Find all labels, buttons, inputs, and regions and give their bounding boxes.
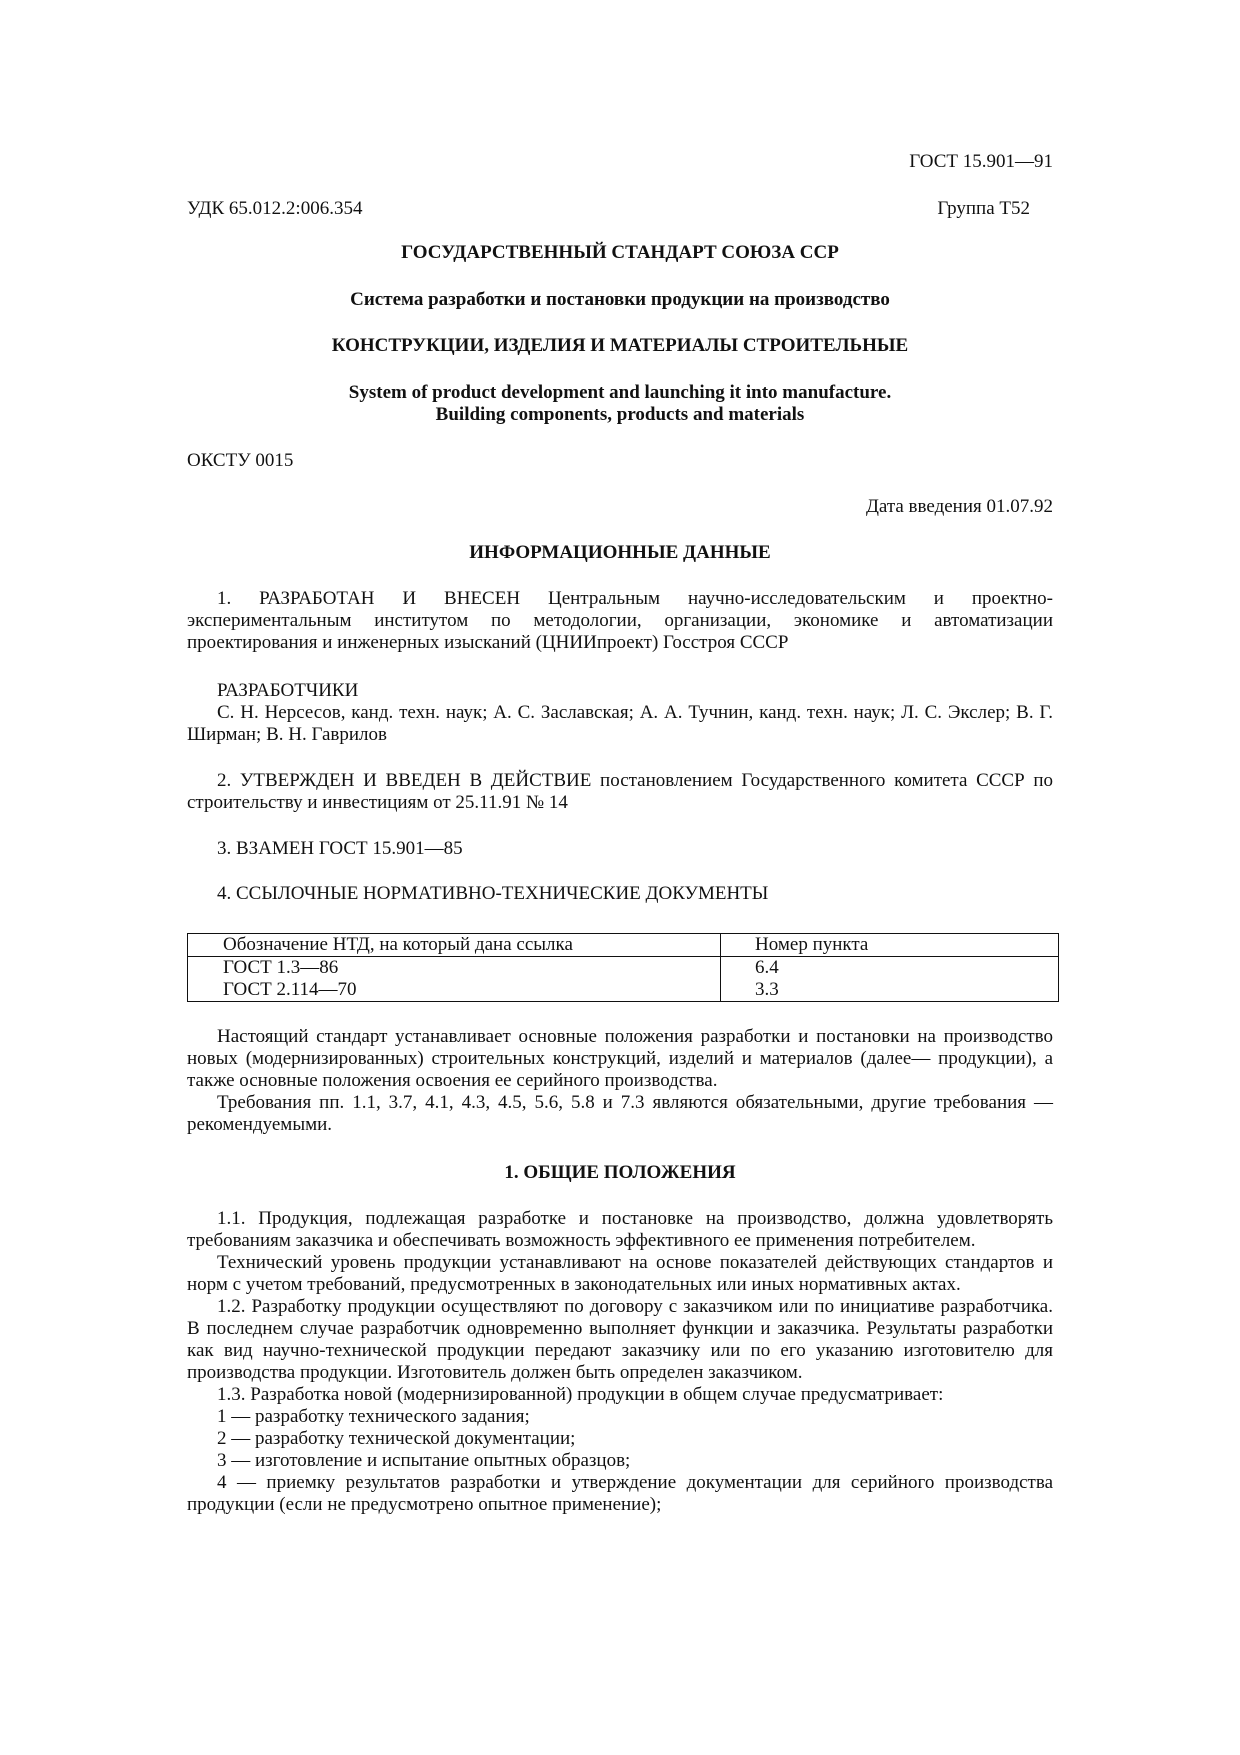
developers-block [187, 680, 1053, 746]
list-item: 4 — приемку результатов разработки и утверждение документации для серийного производства продукции (если не предусмотрено опытное применение); [187, 1472, 1053, 1515]
state-standard-title: ГОСУДАРСТВЕННЫЙ СТАНДАРТ СОЮЗА ССР [401, 242, 839, 263]
info-item-2-block [187, 770, 1053, 814]
info-item-1-block [187, 588, 1053, 654]
intro-date: Дата введения 01.07.92 [865, 496, 1053, 517]
developers-list: С. Н. Нерсесов, канд. техн. наук; А. С. Заславская; А. А. Тучнин, канд. техн. наук; Л. С. Экслер; В. Г. Ширман; В. Н. Гаврилов [187, 702, 1053, 745]
oksty-code: ОКСТУ 0015 [187, 450, 294, 471]
clause-1-1: 1.1. Продукция, подлежащая разработке и постановке на производство, должна удовлетворять требованиям заказчика и обеспечивать возможность эффективного ее применения потребителем. [187, 1208, 1053, 1251]
table-header-row [188, 934, 1059, 957]
preamble-paragraph-1: Настоящий стандарт устанавливает основные положения разработки и постановки на производство новых (модернизированных) строительных конструкций, изделий и материалов (далее— продукции), а также основные положения освоения ее серийного производства. [187, 1026, 1053, 1091]
english-title-line2: Building components, products and materials [435, 404, 805, 425]
list-item: 1 — разработку технического задания; [217, 1406, 530, 1427]
table-row [188, 957, 1059, 980]
table-cell-clause: 6.4 [721, 957, 1059, 980]
info-item-3: 3. ВЗАМЕН ГОСТ 15.901—85 [217, 838, 463, 859]
group-code: Группа Т52 [937, 198, 1030, 219]
info-item-2: 2. УТВЕРЖДЕН И ВВЕДЕН В ДЕЙСТВИЕ постановлением Государственного комитета СССР по строительству и инвестициям от 25.11.91 № 14 [187, 770, 1053, 813]
preamble-block [187, 1026, 1053, 1136]
references-table [187, 933, 1059, 1002]
table-cell-clause: 3.3 [721, 979, 1059, 1002]
info-item-4-block [187, 883, 1053, 905]
table-header-ntd: Обозначение НТД, на который дана ссылка [188, 934, 721, 957]
info-item-3-block [187, 838, 1053, 860]
table-cell-ntd: ГОСТ 2.114—70 [188, 979, 721, 1002]
info-item-1: 1. РАЗРАБОТАН И ВНЕСЕН Центральным научно-исследовательским и проектно-экспериментальным институтом по методологии, организации, экономике и автоматизации проектирования и инженерных изысканий (ЦНИИпроект) Госстроя СССР [187, 588, 1053, 653]
clause-1-2: 1.2. Разработку продукции осуществляют по договору с заказчиком или по инициативе разработчика. В последнем случае разработчик одновременно выполняет функции и заказчика. Результаты разработки как вид научно-технической продукции передают заказчику или по его указанию изготовителю для производства продукции. Изготовитель должен быть определен заказчиком. [187, 1296, 1053, 1383]
subject-title: КОНСТРУКЦИИ, ИЗДЕЛИЯ И МАТЕРИАЛЫ СТРОИТЕЛЬНЫЕ [331, 335, 909, 356]
info-heading: ИНФОРМАЦИОННЫЕ ДАННЫЕ [469, 542, 771, 563]
table-cell-ntd: ГОСТ 1.3—86 [188, 957, 721, 980]
info-item-4: 4. ССЫЛОЧНЫЕ НОРМАТИВНО-ТЕХНИЧЕСКИЕ ДОКУМЕНТЫ [217, 883, 769, 904]
udk-code: УДК 65.012.2:006.354 [187, 198, 363, 219]
clause-1-3: 1.3. Разработка новой (модернизированной) продукции в общем случае предусматривает: [217, 1384, 944, 1405]
section-1-heading: 1. ОБЩИЕ ПОЛОЖЕНИЯ [504, 1162, 736, 1183]
tech-level-paragraph: Технический уровень продукции устанавливают на основе показателей действующих стандартов и норм с учетом требований, предусмотренных в законодательных или иных нормативных актах. [187, 1252, 1053, 1295]
system-title: Система разработки и постановки продукции на производство [350, 289, 890, 310]
list-item: 2 — разработку технической документации; [217, 1428, 576, 1449]
table-row [188, 979, 1059, 1002]
list-item: 3 — изготовление и испытание опытных образцов; [217, 1450, 631, 1471]
section-1-body [187, 1208, 1053, 1516]
table-header-clause: Номер пункта [721, 934, 1059, 957]
developers-heading: РАЗРАБОТЧИКИ [217, 680, 359, 701]
preamble-paragraph-2: Требования пп. 1.1, 3.7, 4.1, 4.3, 4.5, 5.6, 5.8 и 7.3 являются обязательными, другие требования — рекомендуемыми. [187, 1092, 1053, 1135]
gost-number: ГОСТ 15.901—91 [909, 151, 1053, 172]
english-title-line1: System of product development and launching it into manufacture. [348, 382, 892, 403]
